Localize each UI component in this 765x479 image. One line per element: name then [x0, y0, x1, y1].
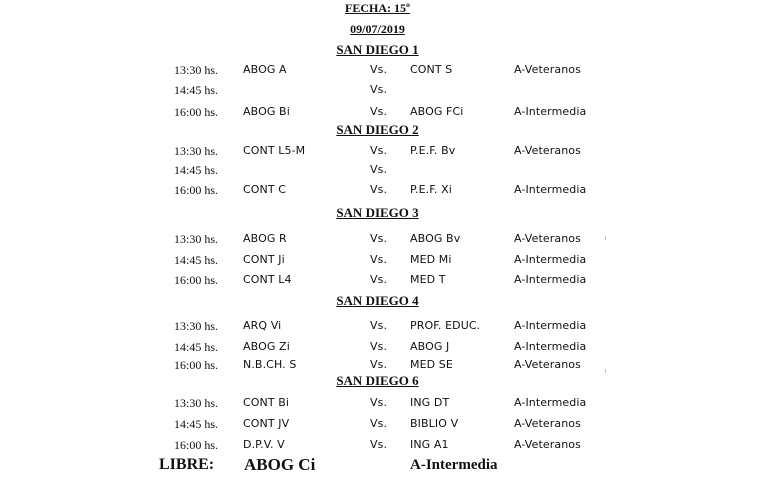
libre-division: A-Intermedia [410, 457, 498, 473]
match-time: 16:00 hs. [174, 183, 219, 197]
vs-label: Vs. [370, 232, 388, 245]
away-team: P.E.F. Bv [410, 144, 456, 157]
match-row [0, 62, 765, 78]
venue-heading: SAN DIEGO 3 [336, 205, 419, 220]
vs-label: Vs. [370, 144, 388, 157]
scan-mark [605, 369, 606, 373]
match-time: 13:30 hs. [174, 144, 219, 158]
away-team: ING DT [410, 396, 450, 409]
division-label: A-Intermedia [514, 105, 587, 118]
away-team: ING A1 [410, 438, 449, 451]
home-team: ABOG R [243, 232, 287, 245]
home-team: CONT Bi [243, 396, 290, 409]
libre-team: ABOG Ci [244, 455, 316, 474]
match-time: 13:30 hs. [174, 232, 219, 246]
vs-label: Vs. [370, 273, 388, 286]
vs-label: Vs. [370, 438, 388, 451]
away-team: CONT S [410, 63, 453, 76]
division-label: A-Intermedia [514, 319, 587, 332]
match-time: 13:30 hs. [174, 63, 219, 77]
home-team: CONT L5-M [243, 144, 306, 157]
match-row [0, 252, 765, 268]
match-row [0, 82, 765, 98]
match-row [0, 339, 765, 355]
division-label: A-Veteranos [514, 438, 581, 451]
libre-row [0, 454, 765, 476]
away-team: ABOG FCi [410, 105, 464, 118]
vs-label: Vs. [370, 163, 388, 176]
match-row [0, 182, 765, 198]
away-team: BIBLIO V [410, 417, 459, 430]
division-label: A-Intermedia [514, 253, 587, 266]
match-row [0, 318, 765, 334]
home-team: ARQ Vi [243, 319, 282, 332]
vs-label: Vs. [370, 319, 388, 332]
match-time: 16:00 hs. [174, 358, 219, 372]
home-team: CONT JV [243, 417, 290, 430]
match-time: 14:45 hs. [174, 417, 219, 431]
match-row [0, 437, 765, 453]
home-team: CONT L4 [243, 273, 292, 286]
scan-mark [605, 236, 606, 240]
match-time: 16:00 hs. [174, 273, 219, 287]
division-label: A-Intermedia [514, 340, 587, 353]
venue-heading: SAN DIEGO 4 [336, 293, 419, 308]
home-team: ABOG Zi [243, 340, 290, 353]
match-row [0, 416, 765, 432]
match-time: 14:45 hs. [174, 253, 219, 267]
home-team: CONT Ji [243, 253, 285, 266]
match-time: 14:45 hs. [174, 83, 219, 97]
vs-label: Vs. [370, 183, 388, 196]
venue-heading: SAN DIEGO 2 [336, 122, 419, 137]
match-time: 16:00 hs. [174, 438, 219, 452]
match-row [0, 143, 765, 159]
division-label: A-Intermedia [514, 396, 587, 409]
away-team: MED T [410, 273, 446, 286]
date-heading: 09/07/2019 [350, 22, 405, 36]
division-label: A-Intermedia [514, 183, 587, 196]
division-label: A-Veteranos [514, 417, 581, 430]
match-row [0, 272, 765, 288]
division-label: A-Veteranos [514, 63, 581, 76]
vs-label: Vs. [370, 358, 388, 371]
match-time: 13:30 hs. [174, 319, 219, 333]
vs-label: Vs. [370, 396, 388, 409]
away-team: PROF. EDUC. [410, 319, 481, 332]
vs-label: Vs. [370, 253, 388, 266]
division-label: A-Intermedia [514, 273, 587, 286]
away-team: ABOG Bv [410, 232, 461, 245]
match-row [0, 104, 765, 120]
vs-label: Vs. [370, 417, 388, 430]
libre-label: LIBRE: [159, 456, 215, 473]
home-team: D.P.V. V [243, 438, 285, 451]
fecha-heading: FECHA: 15º [345, 1, 410, 15]
match-time: 14:45 hs. [174, 340, 219, 354]
home-team: ABOG Bi [243, 105, 290, 118]
match-row [0, 357, 765, 373]
away-team: ABOG J [410, 340, 450, 353]
home-team: ABOG A [243, 63, 287, 76]
vs-label: Vs. [370, 340, 388, 353]
away-team: P.E.F. Xi [410, 183, 452, 196]
venue-heading: SAN DIEGO 6 [336, 373, 419, 388]
away-team: MED Mi [410, 253, 452, 266]
home-team: CONT C [243, 183, 287, 196]
match-time: 16:00 hs. [174, 105, 219, 119]
match-row [0, 395, 765, 411]
vs-label: Vs. [370, 83, 388, 96]
division-label: A-Veteranos [514, 232, 581, 245]
vs-label: Vs. [370, 63, 388, 76]
match-row [0, 162, 765, 178]
venue-heading: SAN DIEGO 1 [336, 42, 419, 57]
match-time: 14:45 hs. [174, 163, 219, 177]
match-time: 13:30 hs. [174, 396, 219, 410]
vs-label: Vs. [370, 105, 388, 118]
match-row [0, 231, 765, 247]
division-label: A-Veteranos [514, 358, 581, 371]
home-team: N.B.CH. S [243, 358, 297, 371]
division-label: A-Veteranos [514, 144, 581, 157]
away-team: MED SE [410, 358, 453, 371]
